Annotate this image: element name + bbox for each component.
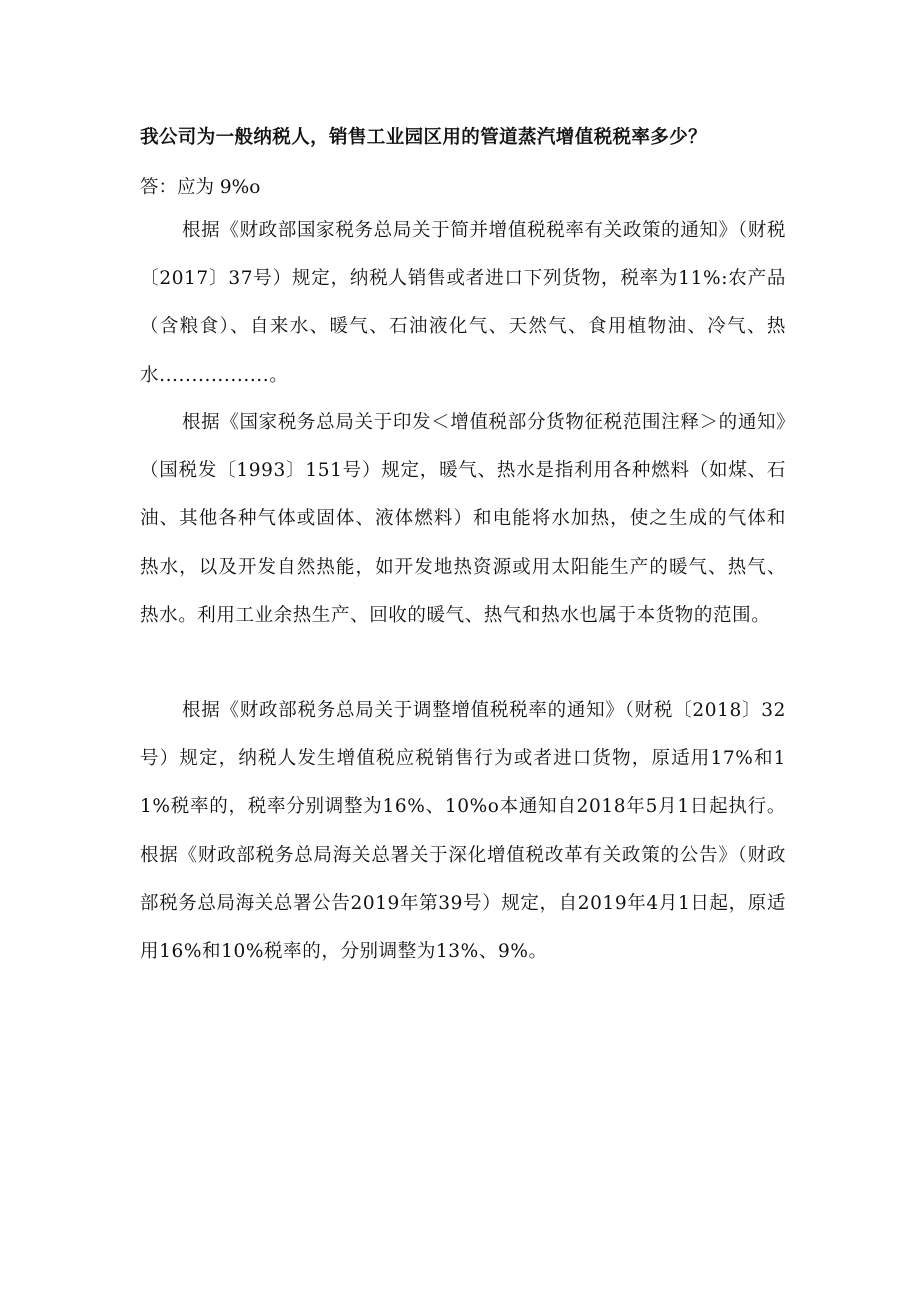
answer-line: 答：应为 9%o <box>140 177 261 198</box>
paragraph-rate-adjustments: 根据《财政部税务总局关于调整增值税税率的通知》（财税〔2018〕32号）规定，纳税人发生增值税应税销售行为或者进口货物，原适用17%和11%税率的，税率分别调整为16%、10%o本通知自2018年5月1日起执行。根据《财政部税务总局海关总署关于深化增值税改革有关政策的公告》（财政部税务总局海关总署公告2019年第39号）规定，自2019年4月1日起，原适用16%和10%税率的，分别调整为13%、9%。 <box>140 700 786 963</box>
paragraph-tax-rate-notice-2017: 根据《财政部国家税务总局关于简并增值税税率有关政策的通知》（财税〔2017〕37号）规定，纳税人销售或者进口下列货物，税率为11%:农产品（含粮食）、自来水、暖气、石油液化气、天然气、食用植物油、冷气、热水.................。 <box>140 220 786 386</box>
paragraph-scope-definition-1993: 根据《国家税务总局关于印发＜增值税部分货物征税范围注释＞的通知》（国税发〔1993〕151号）规定，暖气、热水是指利用各种燃料（如煤、石油、其他各种气体或固体、液体燃料）和电能将水加热，使之生成的气体和热水，以及开发自然热能，如开发地热资源或用太阳能生产的暖气、热气、热水。利用工业余热生产、回收的暖气、热气和热水也属于本货物的范围。 <box>140 412 786 626</box>
question-heading: 我公司为一般纳税人，销售工业园区用的管道蒸汽增值税税率多少？ <box>140 127 708 148</box>
